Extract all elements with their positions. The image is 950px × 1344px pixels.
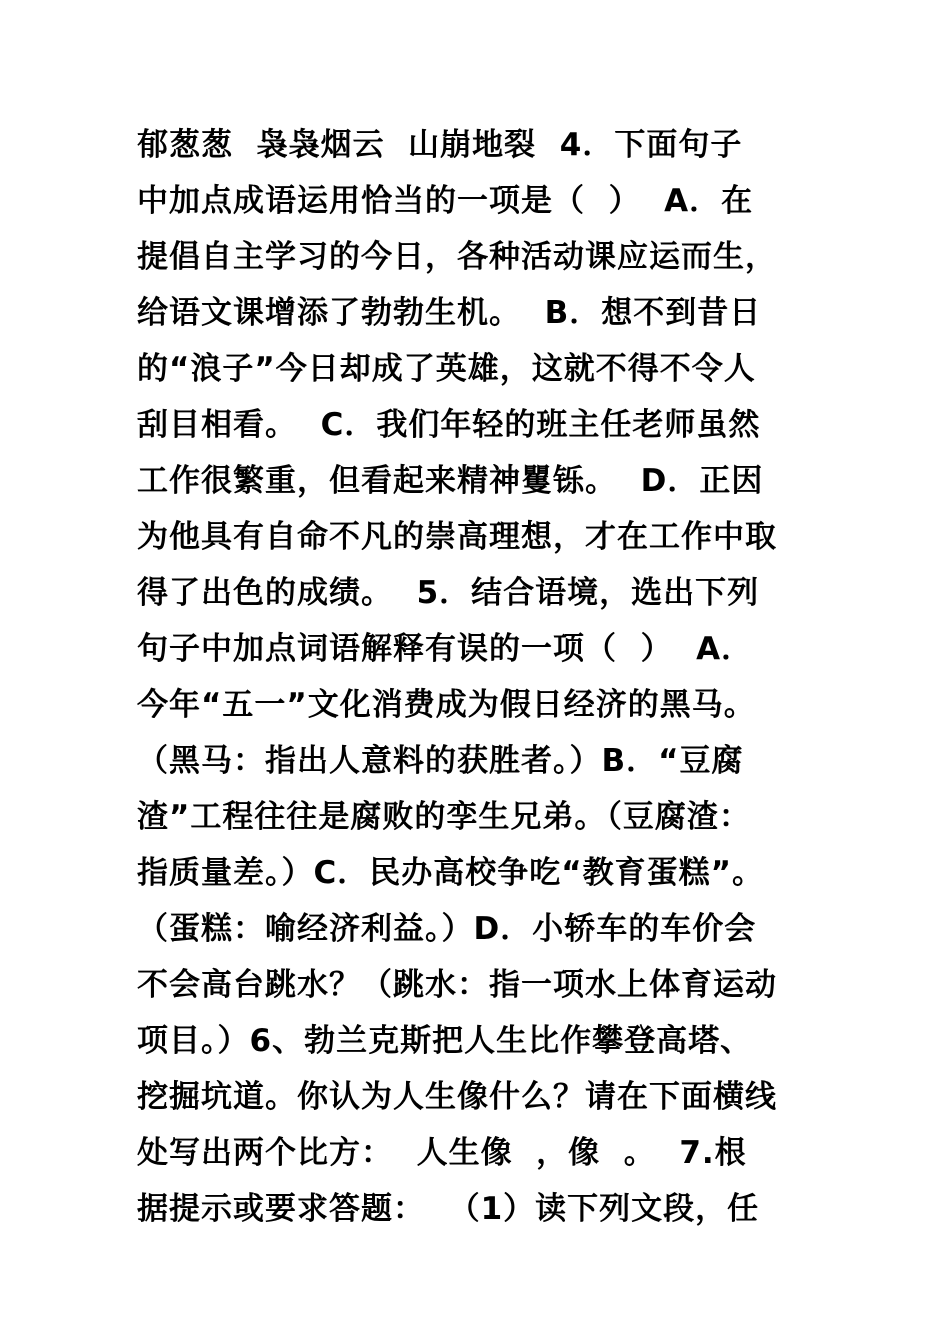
text-line: 今年“五一”文化消费成为假日经济的黑马。 <box>137 687 756 723</box>
text-line: 得了出色的成绩。 5．结合语境，选出下列 <box>137 575 760 611</box>
text-line: 中加点成语运用恰当的一项是（ ） A．在 <box>137 183 754 219</box>
text-line: 的“浪子”今日却成了英雄，这就不得不令人 <box>137 351 756 387</box>
text-line: 句子中加点词语解释有误的一项（ ） A． <box>137 631 754 667</box>
text-line: 不会高台跳水？（跳水：指一项水上体育运动 <box>137 967 777 1003</box>
text-line: 项目。）6、勃兰克斯把人生比作攀登高塔、 <box>137 1023 753 1059</box>
text-line: 提倡自主学习的今日，各种活动课应运而生， <box>137 239 777 275</box>
text-line: 挖掘坑道。你认为人生像什么？请在下面横线 <box>137 1079 777 1115</box>
text-line: 指质量差。）C．民办高校争吃“教育蛋糕”。 <box>137 855 764 891</box>
text-line: 渣”工程往往是腐败的孪生兄弟。（豆腐渣： <box>137 799 751 835</box>
text-line: （蛋糕：喻经济利益。）D．小轿车的车价会 <box>137 911 757 947</box>
text-line: 处写出两个比方： 人生像 ，像 。 7.根 <box>137 1135 747 1171</box>
text-line: 刮目相看。 C．我们年轻的班主任老师虽然 <box>137 407 761 443</box>
document-body-text <box>137 117 837 1237</box>
text-line: 给语文课增添了勃勃生机。 B．想不到昔日 <box>137 295 762 331</box>
text-line: （黑马：指出人意料的获胜者。）B．“豆腐 <box>137 743 744 779</box>
text-line: 据提示或要求答题： （1）读下列文段，任 <box>137 1191 760 1227</box>
text-line: 工作很繁重，但看起来精神矍铄。 D．正因 <box>137 463 764 499</box>
text-line: 为他具有自命不凡的崇高理想，才在工作中取 <box>137 519 777 555</box>
text-line: 郁葱葱 袅袅烟云 山崩地裂 4．下面句子 <box>137 127 743 163</box>
